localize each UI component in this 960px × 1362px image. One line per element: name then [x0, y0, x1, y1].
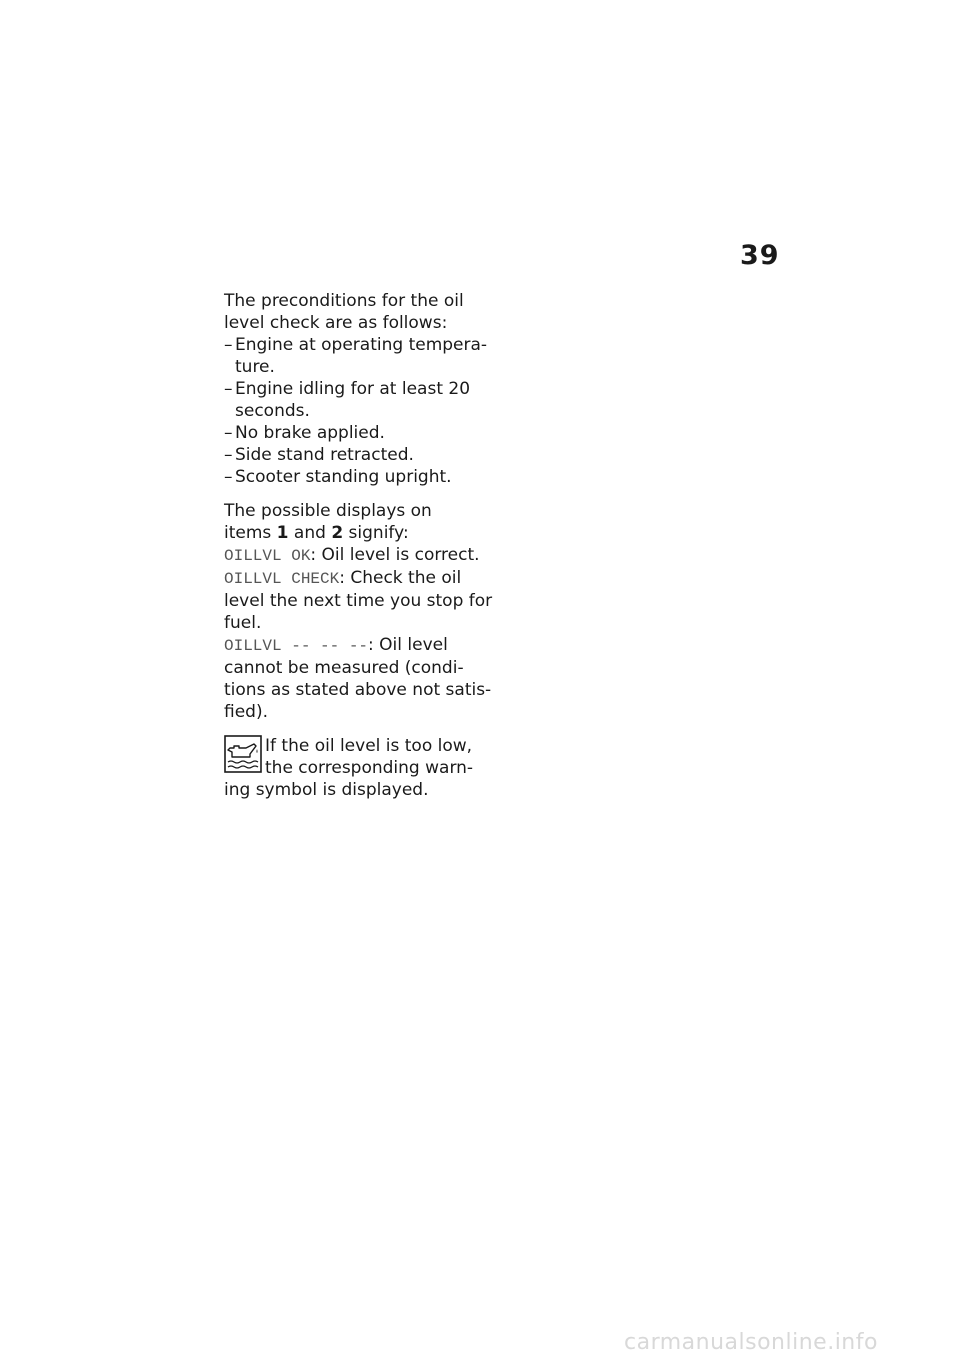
display-check-line3: fuel. — [224, 613, 262, 633]
list-dash: – — [224, 379, 233, 399]
list-dash: – — [224, 423, 233, 443]
list-dash: – — [224, 445, 233, 465]
item-ref-1: 1 — [276, 523, 289, 543]
display-code-dashes: OILLVL -- -- -- — [224, 637, 369, 655]
displays-intro-text: items — [224, 523, 277, 543]
display-dashes-text: : Oil level — [368, 635, 448, 655]
displays-intro-and: and — [288, 523, 332, 543]
item-ref-2: 2 — [331, 523, 344, 543]
preconditions-intro-line1: The preconditions for the oil — [224, 291, 464, 311]
list-item-continuation: ture. — [235, 357, 275, 377]
list-item-text: Engine at operating tempera- — [235, 335, 488, 355]
list-item-text: Scooter standing upright. — [235, 467, 452, 487]
content-column — [224, 290, 492, 801]
displays-intro-line1: The possible displays on — [224, 501, 432, 521]
list-item-text: Engine idling for at least 20 — [235, 379, 471, 399]
oil-level-warning-icon — [224, 735, 262, 773]
list-item — [224, 422, 492, 444]
display-check-text: : Check the oil — [339, 568, 462, 588]
display-dashes-line4: fied). — [224, 702, 268, 722]
display-check-line2: level the next time you stop for — [224, 591, 493, 611]
displays-intro-signify: signify: — [343, 523, 409, 543]
list-item — [224, 378, 492, 422]
list-item-continuation: seconds. — [235, 401, 310, 421]
display-dashes-line2: cannot be measured (condi- — [224, 658, 464, 678]
list-dash: – — [224, 467, 233, 487]
warning-block — [224, 735, 492, 801]
display-ok — [224, 544, 492, 567]
preconditions-list — [224, 334, 492, 488]
list-item — [224, 444, 492, 466]
warning-line2: the corresponding warn- — [265, 758, 474, 778]
preconditions-intro-line2: level check are as follows: — [224, 313, 448, 333]
page-number: 39 — [740, 240, 780, 271]
display-check — [224, 567, 492, 590]
display-dashes — [224, 634, 492, 657]
list-item-text: Side stand retracted. — [235, 445, 414, 465]
watermark: carmanualsonline.info — [624, 1330, 878, 1355]
list-item — [224, 466, 492, 488]
displays-intro-line2 — [224, 522, 492, 544]
list-dash: – — [224, 335, 233, 355]
warning-line1: If the oil level is too low, — [265, 736, 473, 756]
display-code-check: OILLVL CHECK — [224, 570, 340, 588]
display-dashes-line3: tions as stated above not satis- — [224, 680, 492, 700]
display-ok-text: : Oil level is correct. — [310, 545, 480, 565]
display-code-ok: OILLVL OK — [224, 547, 311, 565]
list-item — [224, 334, 492, 378]
warning-line3: ing symbol is displayed. — [224, 780, 429, 800]
list-item-text: No brake applied. — [235, 423, 385, 443]
